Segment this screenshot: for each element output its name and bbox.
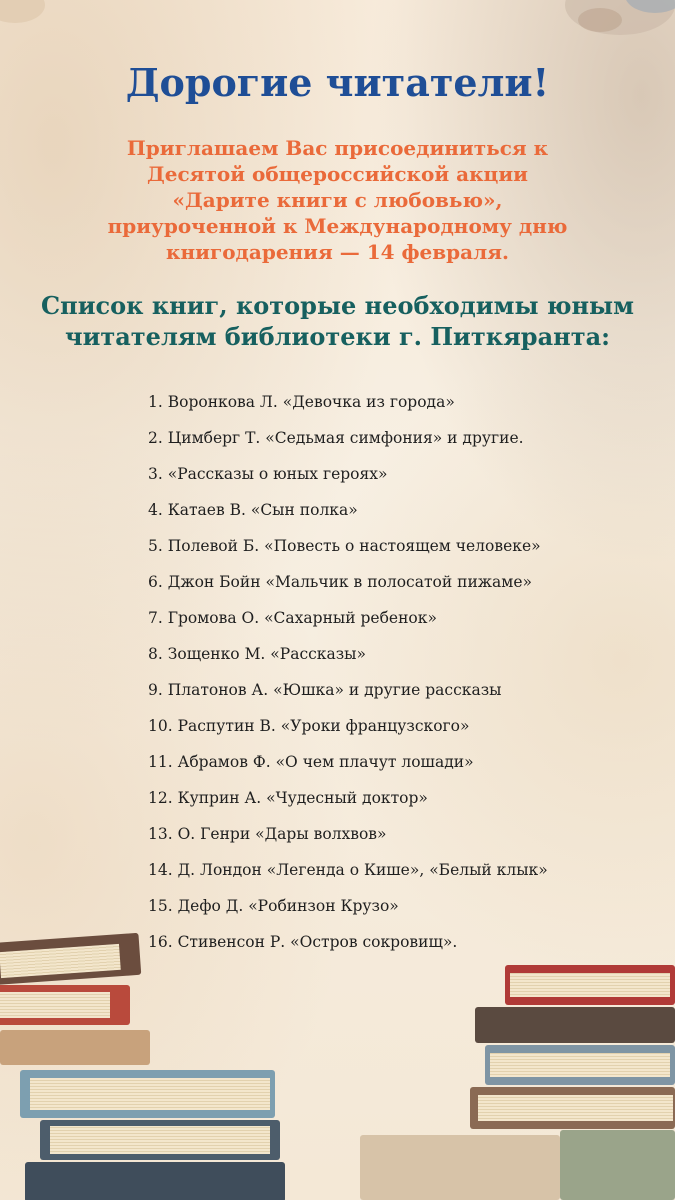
invitation-line: книгодарения — 14 февраля. [166,240,509,264]
book-stack-right-illustration [360,965,675,1200]
page-title: Дорогие читатели! [125,60,550,105]
list-item: 13. О. Генри «Дары волхвов» [148,825,387,843]
invitation-line: Приглашаем Вас присоединиться к [126,136,549,160]
list-item: 8. Зощенко М. «Рассказы» [148,645,367,663]
list-item: 12. Куприн А. «Чудесный доктор» [148,789,428,807]
list-item: 10. Распутин В. «Уроки французского» [148,717,470,735]
list-item: 1. Воронкова Л. «Девочка из города» [148,393,455,411]
list-heading-line: Список книг, которые необходимы юным [41,291,634,320]
list-item: 6. Джон Бойн «Мальчик в полосатой пижаме» [148,573,533,591]
invitation-line: приуроченной к Международному дню [107,214,568,238]
list-item: 15. Дефо Д. «Робинзон Крузо» [148,897,399,915]
flower-decoration-icon [560,0,675,60]
flower-decoration-icon [0,0,60,40]
list-item: 3. «Рассказы о юных героях» [148,465,388,483]
book-list [148,390,548,966]
list-item: 14. Д. Лондон «Легенда о Кише», «Белый клык» [148,861,548,879]
list-item: 7. Громова О. «Сахарный ребенок» [148,609,437,627]
list-item: 2. Цимберг Т. «Седьмая симфония» и другие. [148,429,524,447]
book-stack-left-illustration [0,930,300,1200]
list-item: 16. Стивенсон Р. «Остров сокровищ». [148,933,458,951]
list-item: 9. Платонов А. «Юшка» и другие рассказы [148,681,502,699]
invitation-text [60,135,615,265]
list-item: 11. Абрамов Ф. «О чем плачут лошади» [148,753,474,771]
list-item: 4. Катаев В. «Сын полка» [148,501,358,519]
invitation-line: «Дарите книги с любовью», [172,188,503,212]
list-item: 5. Полевой Б. «Повесть о настоящем человеке» [148,537,541,555]
invitation-line: Десятой общероссийской акции [147,162,528,186]
list-heading [20,290,655,352]
list-heading-line: читателям библиотеки г. Питкяранта: [65,322,610,351]
